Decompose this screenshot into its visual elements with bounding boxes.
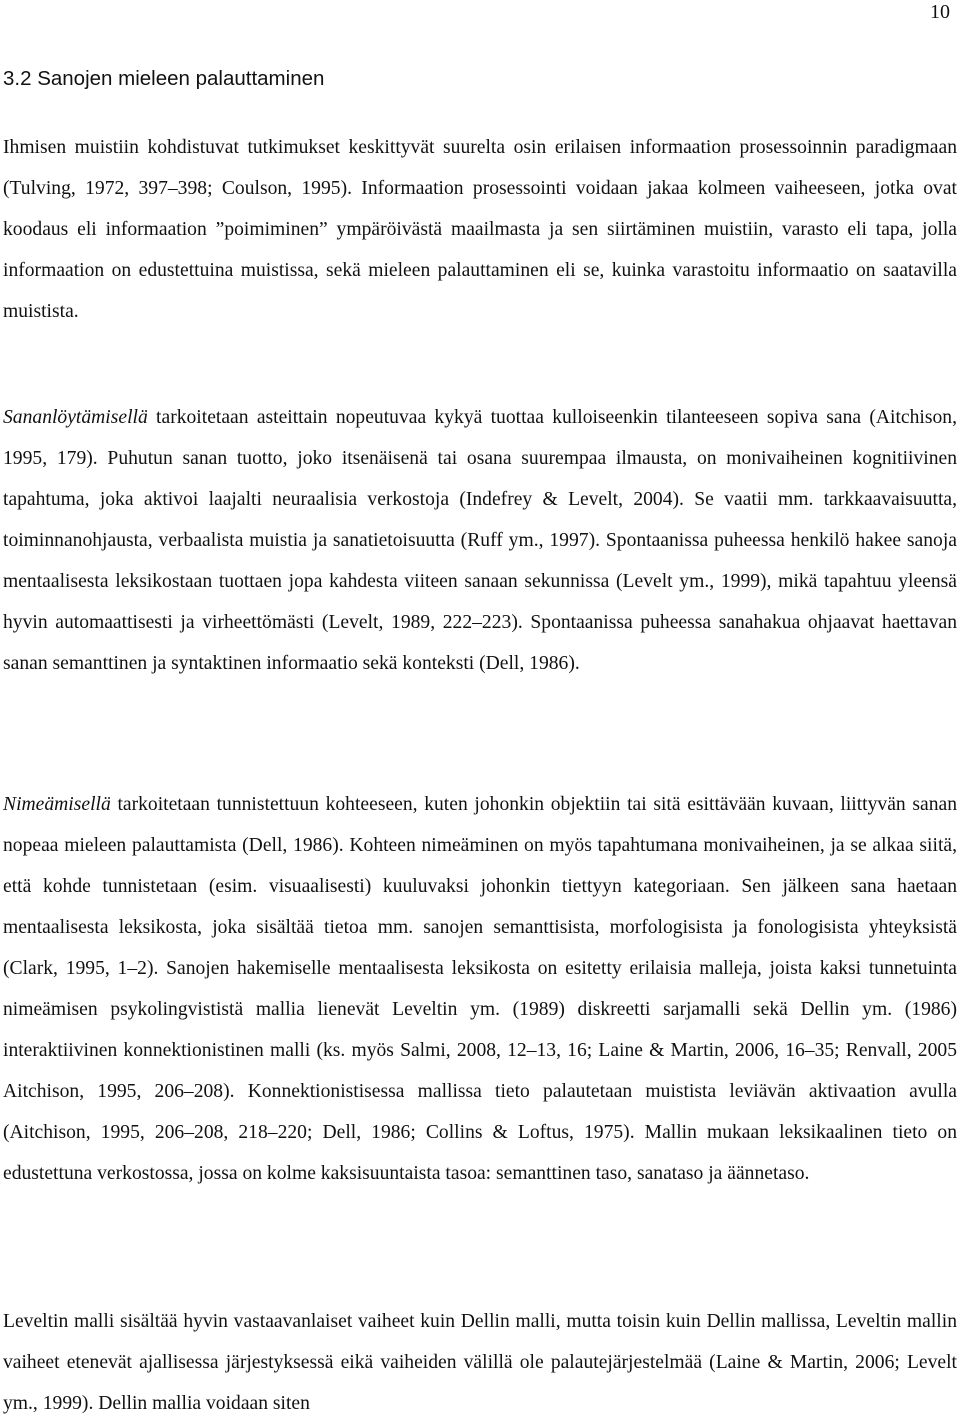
term-naming: Nimeämisellä	[3, 794, 111, 815]
section-heading: 3.2 Sanojen mieleen palauttaminen	[3, 67, 325, 90]
term-word-finding: Sananlöytämisellä	[3, 407, 148, 428]
paragraph-text: tarkoitetaan tunnistettuun kohteeseen, kuten johonkin objektiin tai sitä esittävään kuvaan, liittyvän sanan nopeaa mieleen palauttamista (Dell, 1986). Kohteen nimeäminen on myös tapahtumana monivaiheinen, ja se alkaa siitä, että kohde tunnistetaan (esim. visuaalisesti) kuuluvaksi johonkin tiettyyn kategoriaan. Sen jälkeen sana haetaan mentaalisesta leksikosta, joka sisältää tietoa mm. sanojen semanttisista, morfologisista ja fonologisista yhteyksistä (Clark, 1995, 1–2). Sanojen hakemiselle mentaalisesta leksikosta on esitetty erilaisia malleja, joista kaksi tunnetuinta nimeämisen psykolingvististä mallia lienevät Leveltin ym. (1989) diskreetti sarjamalli sekä Dellin ym. (1986) interaktiivinen konnektionistinen malli (ks. myös Salmi, 2008, 12–13, 16; Laine & Martin, 2006, 16–35; Renvall, 2005 Aitchison, 1995, 206–208). Konnektionistisessa mallissa tieto palautetaan muistista leviävän aktivaation avulla (Aitchison, 1995, 206–208, 218–220; Dell, 1986; Collins & Loftus, 1975). Mallin mukaan leksikaalinen tieto on edustettuna verkostossa, jossa on kolme kaksisuuntaista tasoa: semanttinen taso, sanataso ja äännetaso.	[3, 794, 957, 1184]
paragraph-naming	[3, 784, 957, 1194]
paragraph-memory-research	[3, 127, 957, 332]
paragraph-text: Leveltin malli sisältää hyvin vastaavanlaiset vaiheet kuin Dellin malli, mutta toisin kuin Dellin mallissa, Leveltin mallin vaiheet etenevät ajallisessa järjestyksessä eikä vaiheiden välillä ole palautejärjestelmää (Laine & Martin, 2006; Levelt ym., 1999). Dellin mallia voidaan siten	[3, 1311, 957, 1414]
paragraph-text: Ihmisen muistiin kohdistuvat tutkimukset keskittyvät suurelta osin erilaisen informaation prosessoinnin paradigmaan (Tulving, 1972, 397–398; Coulson, 1995). Informaation prosessointi voidaan jakaa kolmeen vaiheeseen, jotka ovat koodaus eli informaation ”poimiminen” ympäröivästä maailmasta ja sen siirtäminen muistiin, varasto eli tapa, jolla informaation on edustettuina muistissa, sekä mieleen palauttaminen eli se, kuinka varastoitu informaatio on saatavilla muistista.	[3, 137, 957, 322]
paragraph-text: tarkoitetaan asteittain nopeutuvaa kykyä tuottaa kulloiseenkin tilanteeseen sopiva sana (Aitchison, 1995, 179). Puhutun sanan tuotto, joko itsenäisenä tai osana suurempaa ilmausta, on monivaiheinen kognitiivinen tapahtuma, joka aktivoi laajalti neuraalisia verkostoja (Indefrey & Levelt, 2004). Se vaatii mm. tarkkaavaisuutta, toiminnanohjausta, verbaalista muistia ja sanatietoisuutta (Ruff ym., 1997). Spontaanissa puheessa henkilö hakee sanoja mentaalisesta leksikostaan tuottaen jopa kahdesta viiteen sanaan sekunnissa (Levelt ym., 1999), mikä tapahtuu yleensä hyvin automaattisesti ja virheettömästi (Levelt, 1989, 222–223). Spontaanissa puheessa sanahakua ohjaavat haettavan sanan semanttinen ja syntaktinen informaatio sekä konteksti (Dell, 1986).	[3, 407, 957, 674]
paragraph-word-finding	[3, 397, 957, 684]
page-number: 10	[930, 1, 950, 23]
paragraph-levelt-model	[3, 1301, 957, 1424]
